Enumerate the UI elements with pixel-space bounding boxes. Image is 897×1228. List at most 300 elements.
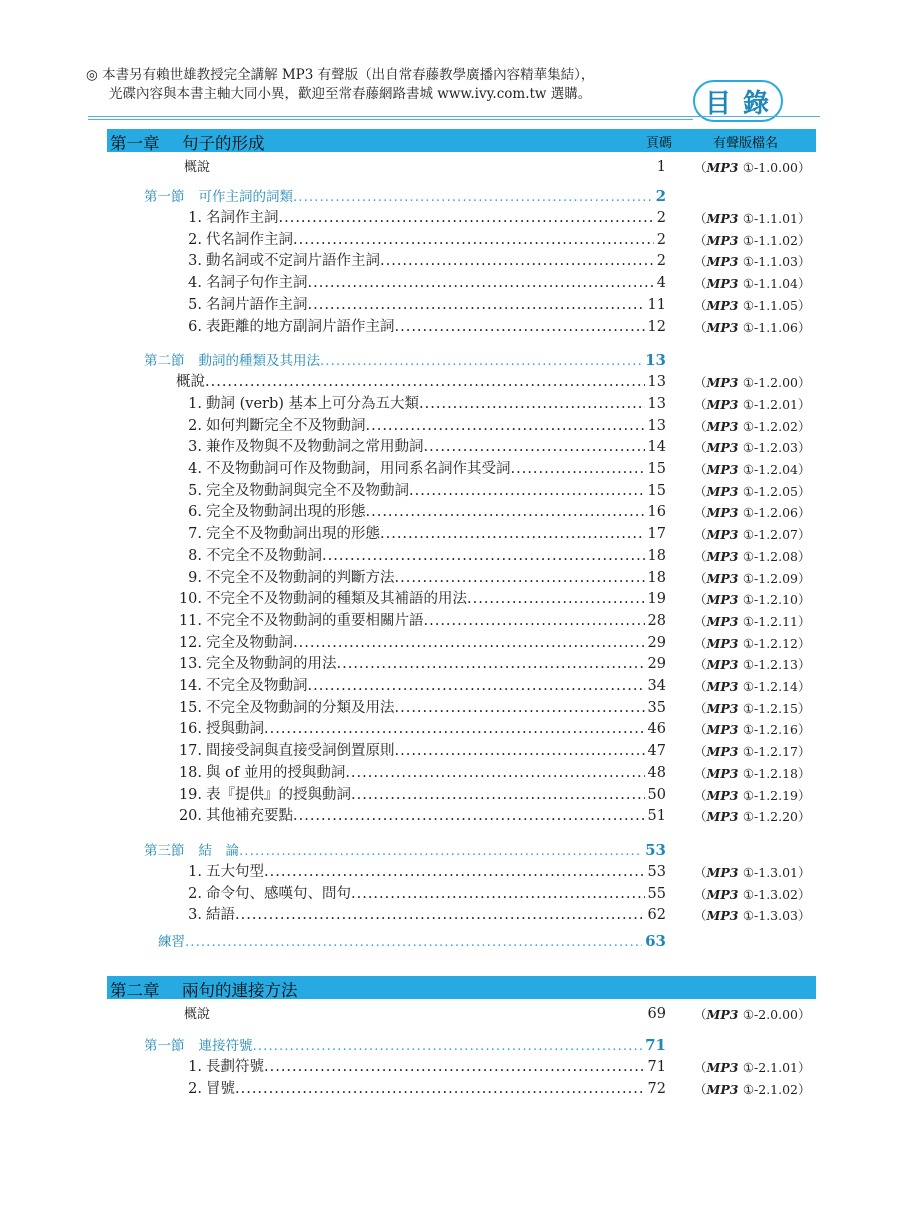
entry-title: 結語 [206, 907, 235, 924]
leader-line [206, 230, 666, 251]
mp3-filename: （MP3 ①-1.2.01） [694, 396, 811, 412]
page-number: 13 [647, 417, 666, 434]
toc-entry[interactable] [206, 251, 666, 272]
disc-number: ① [742, 232, 755, 248]
mp3-filename: （MP3 ①-1.2.17） [694, 744, 811, 760]
leader-line [206, 524, 666, 545]
section-title: 連接符號 [198, 1038, 253, 1054]
toc-entry[interactable] [206, 524, 666, 545]
mp3-code: -1.1.01 [754, 211, 799, 226]
mp3-label: MP3 [706, 297, 743, 313]
mp3-filename: （MP3 ①-2.1.02） [694, 1081, 811, 1097]
mp3-code: -1.2.01 [754, 396, 799, 412]
entry-number: 20. [178, 808, 202, 825]
dot-leader [308, 273, 654, 294]
toc-entry[interactable] [206, 1057, 666, 1078]
entry-title: 其他補充要點 [206, 808, 293, 825]
dot-leader [308, 676, 645, 697]
mp3-filename: （MP3 ①-1.2.07） [694, 527, 811, 543]
section-title: 練習 [158, 934, 185, 950]
mp3-code: -1.2.18 [754, 765, 799, 781]
entry-title: 授與動詞 [206, 721, 264, 738]
page-number: 71 [645, 1036, 666, 1054]
mp3-code: -1.2.11 [754, 613, 799, 629]
toc-entry[interactable] [206, 1079, 666, 1100]
entry-title: 名詞子句作主詞 [206, 275, 308, 292]
entry-number: 1. [188, 1059, 202, 1075]
entry-title: 不完全不及物動詞的種類及其補語的用法 [206, 591, 467, 608]
mp3-code: -2.0.00 [754, 1007, 799, 1022]
toc-entry[interactable] [206, 905, 666, 926]
mp3-label: MP3 [706, 722, 743, 738]
disc-number: ① [742, 722, 755, 738]
toc-entry[interactable] [206, 208, 666, 229]
toc-entry[interactable] [206, 654, 666, 675]
leader-line [206, 208, 666, 229]
disc-number: ① [742, 254, 755, 270]
toc-entry[interactable] [206, 459, 666, 480]
disc-number: ① [742, 462, 755, 477]
mp3-filename: （MP3 ①-1.1.03） [694, 254, 811, 270]
dot-leader [395, 698, 645, 719]
mp3-label: MP3 [706, 787, 743, 803]
mp3-code: -1.2.09 [754, 570, 799, 586]
mp3-label: MP3 [706, 700, 743, 716]
entry-title: 動詞 (verb) 基本上可分為五大類 [206, 395, 420, 412]
toc-entry[interactable] [206, 394, 666, 415]
mp3-code: -1.2.00 [754, 375, 799, 391]
toc-entry[interactable] [206, 437, 666, 458]
leader-line [206, 654, 666, 675]
mp3-label: MP3 [706, 809, 743, 825]
dot-leader [395, 741, 645, 762]
entry-title: 動名詞或不定詞片語作主詞 [206, 253, 380, 270]
entry-title: 不完全不及物動詞的判斷方法 [206, 569, 395, 586]
entry-number: 2. [188, 417, 202, 434]
toc-entry[interactable] [176, 372, 666, 393]
section-heading[interactable] [144, 840, 666, 861]
mp3-label: MP3 [706, 418, 743, 434]
mp3-code: -1.2.04 [754, 462, 799, 477]
overview-label[interactable]: 概說 [184, 1007, 211, 1022]
toc-entry[interactable] [206, 611, 666, 632]
toc-entry[interactable] [206, 589, 666, 610]
disc-number: ① [742, 319, 755, 335]
entry-number: 3. [188, 439, 202, 456]
toc-entry[interactable] [206, 785, 666, 806]
mp3-filename: （MP3 ①-1.2.19） [694, 787, 811, 803]
entry-number: 15. [178, 699, 202, 716]
page-number: 2 [656, 231, 666, 248]
dot-leader [409, 481, 645, 502]
mp3-filename: （MP3 ①-1.3.02） [694, 886, 811, 902]
page-number: 15 [647, 482, 666, 499]
mp3-label: MP3 [706, 505, 743, 521]
page-number: 47 [647, 743, 666, 760]
page-number: 19 [647, 591, 666, 608]
dot-leader [424, 611, 645, 632]
page-number: 62 [647, 907, 666, 924]
entry-title: 冒號 [206, 1080, 235, 1097]
section-title: 動詞的種類及其用法 [198, 353, 320, 370]
entry-number: 5. [188, 296, 202, 313]
entry-number: 9. [188, 569, 202, 586]
chapter-header [107, 129, 816, 152]
disc-number: ① [742, 483, 755, 499]
entry-title: 兼作及物與不及物動詞之常用動詞 [206, 439, 424, 456]
disc-number: ① [742, 375, 755, 391]
dot-leader [511, 459, 645, 480]
page-number: 72 [647, 1080, 666, 1097]
entry-number: 2. [188, 1080, 202, 1097]
dot-leader [351, 785, 645, 806]
dot-leader [351, 884, 645, 905]
dot-leader [337, 654, 645, 675]
dot-leader [235, 905, 645, 926]
dot-leader [380, 524, 645, 545]
page-number: 12 [647, 318, 666, 335]
toc-entry[interactable] [206, 568, 666, 589]
entry-number: 17. [178, 743, 202, 760]
dot-leader [467, 589, 645, 610]
mp3-code: -1.3.02 [754, 886, 799, 902]
entry-number: 19. [178, 786, 202, 803]
mp3-label: MP3 [706, 908, 743, 924]
leader-line [206, 394, 666, 415]
mp3-code: -1.2.17 [754, 744, 799, 760]
mp3-code: -1.3.01 [754, 864, 799, 880]
mp3-code: -1.3.03 [754, 908, 799, 924]
mp3-code: -1.2.14 [754, 679, 799, 694]
entry-number: 4. [188, 461, 202, 477]
leader-line [206, 905, 666, 926]
entry-number: 2. [188, 885, 202, 902]
entry-number: 12. [178, 634, 202, 651]
entry-number: 18. [178, 764, 202, 781]
leader-line [206, 502, 666, 523]
mp3-code: -1.2.08 [754, 548, 799, 564]
dot-leader [235, 1079, 645, 1100]
disc-number: ① [742, 657, 755, 673]
chapter-number: 第一章 [110, 134, 160, 153]
entry-title: 不完全及物動詞的分類及用法 [206, 699, 395, 716]
entry-number: 4. [188, 275, 202, 292]
disc-number: ① [742, 886, 755, 902]
page-number: 18 [647, 569, 666, 586]
entry-number: 6. [188, 504, 202, 521]
dot-leader [264, 719, 645, 740]
entry-title: 間接受詞與直接受詞倒置原則 [206, 743, 395, 760]
leader-line [144, 840, 666, 862]
mp3-filename: （MP3 ①-2.0.00） [694, 1007, 811, 1022]
leader-line [206, 719, 666, 740]
mp3-filename: （MP3 ①-1.1.02） [694, 232, 811, 248]
leader-line [206, 481, 666, 502]
disc-number: ① [742, 1060, 755, 1075]
mp3-label: MP3 [706, 548, 743, 564]
disc-number: ① [742, 527, 755, 543]
leader-line [144, 350, 666, 372]
entry-title: 不完全不及物動詞 [206, 547, 322, 564]
page-number: 48 [647, 764, 666, 781]
page-number: 29 [647, 634, 666, 651]
disc-number: ① [742, 744, 755, 760]
mp3-label: MP3 [706, 375, 743, 391]
mp3-label: MP3 [706, 679, 743, 694]
page-number: 2 [655, 187, 666, 205]
leader-line [206, 295, 666, 316]
mp3-label: MP3 [706, 592, 743, 608]
page-number: 34 [647, 678, 666, 694]
mp3-label: MP3 [706, 254, 743, 270]
mp3-filename: （MP3 ①-1.1.05） [694, 297, 811, 313]
mp3-filename: （MP3 ①-1.2.00） [694, 375, 811, 391]
chapter-title: 句子的形成 [182, 134, 265, 153]
mp3-code: -1.2.19 [754, 787, 799, 803]
toc-entry[interactable] [206, 230, 666, 251]
mp3-code: -1.2.20 [754, 809, 799, 825]
toc-entry[interactable] [206, 633, 666, 654]
mp3-code: -1.2.03 [754, 440, 799, 456]
mp3-label: MP3 [706, 462, 743, 477]
entry-title: 如何判斷完全不及物動詞 [206, 417, 366, 434]
entry-title: 代名詞作主詞 [206, 231, 293, 248]
mp3-label: MP3 [706, 396, 743, 412]
entry-title: 表『提供』的授與動詞 [206, 786, 351, 803]
disc-number: ① [742, 297, 755, 313]
practice-entry[interactable] [144, 931, 666, 952]
mp3-filename: （MP3 ①-1.1.01） [694, 211, 811, 226]
entry-number: 3. [188, 907, 202, 924]
page-number: 13 [647, 395, 666, 412]
toc-entry[interactable] [206, 502, 666, 523]
section-title: 結 論 [198, 842, 239, 859]
entry-number: 13. [178, 656, 202, 673]
leader-line [206, 589, 666, 610]
mp3-code: -1.2.10 [754, 592, 799, 608]
dot-leader [320, 351, 642, 372]
mp3-filename: （MP3 ①-1.3.03） [694, 908, 811, 924]
page-number: 17 [647, 526, 666, 543]
mp3-label: MP3 [706, 570, 743, 586]
entry-number: 1. [188, 863, 202, 880]
mp3-label: MP3 [706, 635, 743, 651]
page-number: 46 [647, 721, 666, 738]
mp3-label: MP3 [706, 1060, 743, 1075]
dot-leader [366, 502, 645, 523]
mp3-code: -1.2.12 [754, 635, 799, 651]
divider [88, 116, 820, 117]
mp3-code: -1.1.04 [754, 276, 799, 292]
mp3-code: -1.2.16 [754, 722, 799, 738]
entry-title: 與 of 並用的授與動詞 [206, 764, 346, 781]
dot-leader [185, 932, 642, 953]
mp3-filename: （MP3 ①-1.2.06） [694, 505, 811, 521]
disc-number: ① [742, 276, 755, 292]
mp3-label: MP3 [706, 864, 743, 880]
chapter-title: 兩句的連接方法 [182, 981, 298, 1000]
chapter-number: 第二章 [110, 981, 160, 1000]
mp3-filename: （MP3 ①-1.2.16） [694, 722, 811, 738]
mp3-filename: （MP3 ①-1.2.09） [694, 570, 811, 586]
toc-entry[interactable] [206, 763, 666, 784]
leader-line [206, 251, 666, 272]
leader-line [206, 785, 666, 806]
leader-line [206, 862, 666, 883]
mp3-code: -1.1.05 [754, 297, 799, 313]
leader-line [206, 1079, 666, 1100]
toc-entry[interactable] [206, 273, 666, 294]
mp3-code: -1.2.13 [754, 657, 799, 673]
page-number: 51 [647, 808, 666, 825]
entry-title: 完全及物動詞出現的形態 [206, 504, 366, 521]
disc-number: ① [742, 1007, 755, 1022]
dot-leader [322, 546, 645, 567]
top-note-line-1: ◎ 本書另有賴世雄教授完全講解 MP3 有聲版（出自常春藤教學廣播內容精華集結）， [86, 67, 595, 83]
mp3-code: -2.1.02 [754, 1081, 799, 1097]
toc-entry[interactable] [206, 806, 666, 827]
disc-number: ① [742, 908, 755, 924]
mp3-filename: （MP3 ①-1.2.11） [694, 613, 811, 629]
mp3-filename: （MP3 ①-1.2.02） [694, 418, 811, 434]
dot-leader [253, 1036, 643, 1057]
page-number: 2 [656, 210, 666, 226]
section-number: 第一節 [144, 189, 185, 205]
disc-number: ① [742, 809, 755, 825]
leader-line [206, 633, 666, 654]
page-number: 53 [645, 840, 666, 859]
mp3-code: -1.2.02 [754, 418, 799, 434]
toc-entry[interactable] [206, 481, 666, 502]
entry-title: 不完全及物動詞 [206, 678, 308, 694]
mp3-label: MP3 [706, 160, 743, 175]
section-heading[interactable] [144, 1035, 666, 1056]
leader-line [206, 273, 666, 294]
disc-number: ① [742, 613, 755, 629]
dot-leader [205, 372, 645, 393]
mp3-filename: （MP3 ①-1.2.15） [694, 700, 811, 716]
toc-entry[interactable] [206, 884, 666, 905]
leader-line [144, 1035, 666, 1057]
mp3-label: MP3 [706, 1081, 743, 1097]
page-number: 1 [656, 159, 666, 175]
dot-leader [419, 394, 645, 415]
leader-line [206, 416, 666, 437]
mp3-label: MP3 [706, 232, 743, 248]
toc-entry[interactable] [206, 416, 666, 437]
entry-title: 完全及物動詞與完全不及物動詞 [206, 482, 409, 499]
page-number: 35 [647, 699, 666, 716]
dot-leader [293, 806, 645, 827]
dot-leader [239, 841, 642, 862]
mp3-filename: （MP3 ①-2.1.01） [694, 1060, 811, 1075]
mp3-label: MP3 [706, 440, 743, 456]
mp3-filename: （MP3 ①-1.2.12） [694, 635, 811, 651]
disc-number: ① [742, 592, 755, 608]
entry-title: 長劃符號 [206, 1059, 264, 1075]
leader-line [206, 1057, 666, 1078]
entry-title: 完全不及物動詞出現的形態 [206, 526, 380, 543]
mp3-filename: （MP3 ①-1.2.13） [694, 657, 811, 673]
disc-number: ① [742, 396, 755, 412]
mp3-code: -1.1.06 [754, 319, 799, 335]
section-title: 可作主詞的詞類 [198, 189, 293, 205]
disc-number: ① [742, 418, 755, 434]
mp3-label: MP3 [706, 886, 743, 902]
disc-number: ① [742, 211, 755, 226]
toc-entry[interactable] [206, 317, 666, 338]
toc-entry[interactable] [206, 862, 666, 883]
disc-number: ① [742, 570, 755, 586]
toc-entry[interactable] [206, 546, 666, 567]
leader-line [206, 806, 666, 827]
mp3-filename: （MP3 ①-1.3.01） [694, 864, 811, 880]
toc-entry[interactable] [206, 741, 666, 762]
entry-number: 6. [188, 318, 202, 335]
top-note [86, 66, 686, 104]
entry-number: 1. [188, 210, 202, 226]
disc-number: ① [742, 765, 755, 781]
dot-leader [308, 295, 645, 316]
entry-title: 完全及物動詞 [206, 634, 293, 651]
mp3-code: -1.2.15 [754, 700, 799, 716]
mp3-filename: （MP3 ①-1.2.14） [694, 679, 811, 694]
disc-number: ① [742, 440, 755, 456]
leader-line [144, 186, 666, 208]
section-number: 第一節 [144, 1038, 185, 1054]
entry-number: 5. [188, 482, 202, 499]
section-number: 第二節 [144, 353, 185, 370]
leader-line [206, 676, 666, 697]
section-heading[interactable] [144, 350, 666, 371]
entry-title: 完全及物動詞的用法 [206, 656, 337, 673]
leader-line [206, 546, 666, 567]
mp3-label: MP3 [706, 483, 743, 499]
disc-number: ① [742, 505, 755, 521]
mp3-filename: （MP3 ①-1.0.00） [694, 160, 811, 175]
top-note-line-2: 光碟內容與本書主軸大同小異，歡迎至常春藤網路書城 www.ivy.com.tw 選購。 [109, 86, 592, 102]
page-title: 目錄 [693, 80, 783, 122]
toc-entry[interactable] [206, 676, 666, 697]
entry-number: 14. [178, 678, 202, 694]
mp3-label: MP3 [706, 276, 743, 292]
toc-entry[interactable] [206, 698, 666, 719]
section-heading[interactable] [144, 186, 666, 207]
dot-leader [293, 633, 645, 654]
mp3-code: -1.1.03 [754, 254, 799, 270]
toc-entry[interactable] [206, 295, 666, 316]
page-number: 13 [647, 374, 666, 391]
page-number: 2 [656, 253, 666, 270]
disc-number: ① [742, 864, 755, 880]
mp3-filename: （MP3 ①-1.2.08） [694, 548, 811, 564]
entry-title: 不及物動詞可作及物動詞，用同系名詞作其受詞 [206, 461, 511, 477]
leader-line [206, 884, 666, 905]
dot-leader [264, 1057, 645, 1078]
entry-number: 10. [178, 591, 202, 608]
leader-line [206, 437, 666, 458]
page-number: 15 [647, 461, 666, 477]
dot-leader [293, 230, 654, 251]
leader-line [206, 459, 666, 480]
mp3-label: MP3 [706, 1007, 743, 1022]
dot-leader [264, 862, 645, 883]
entry-title: 名詞作主詞 [206, 210, 279, 226]
toc-entry[interactable] [206, 719, 666, 740]
entry-number: 7. [188, 526, 202, 543]
overview-label[interactable]: 概說 [184, 160, 211, 175]
column-header-mp3: 有聲版檔名 [713, 136, 779, 151]
